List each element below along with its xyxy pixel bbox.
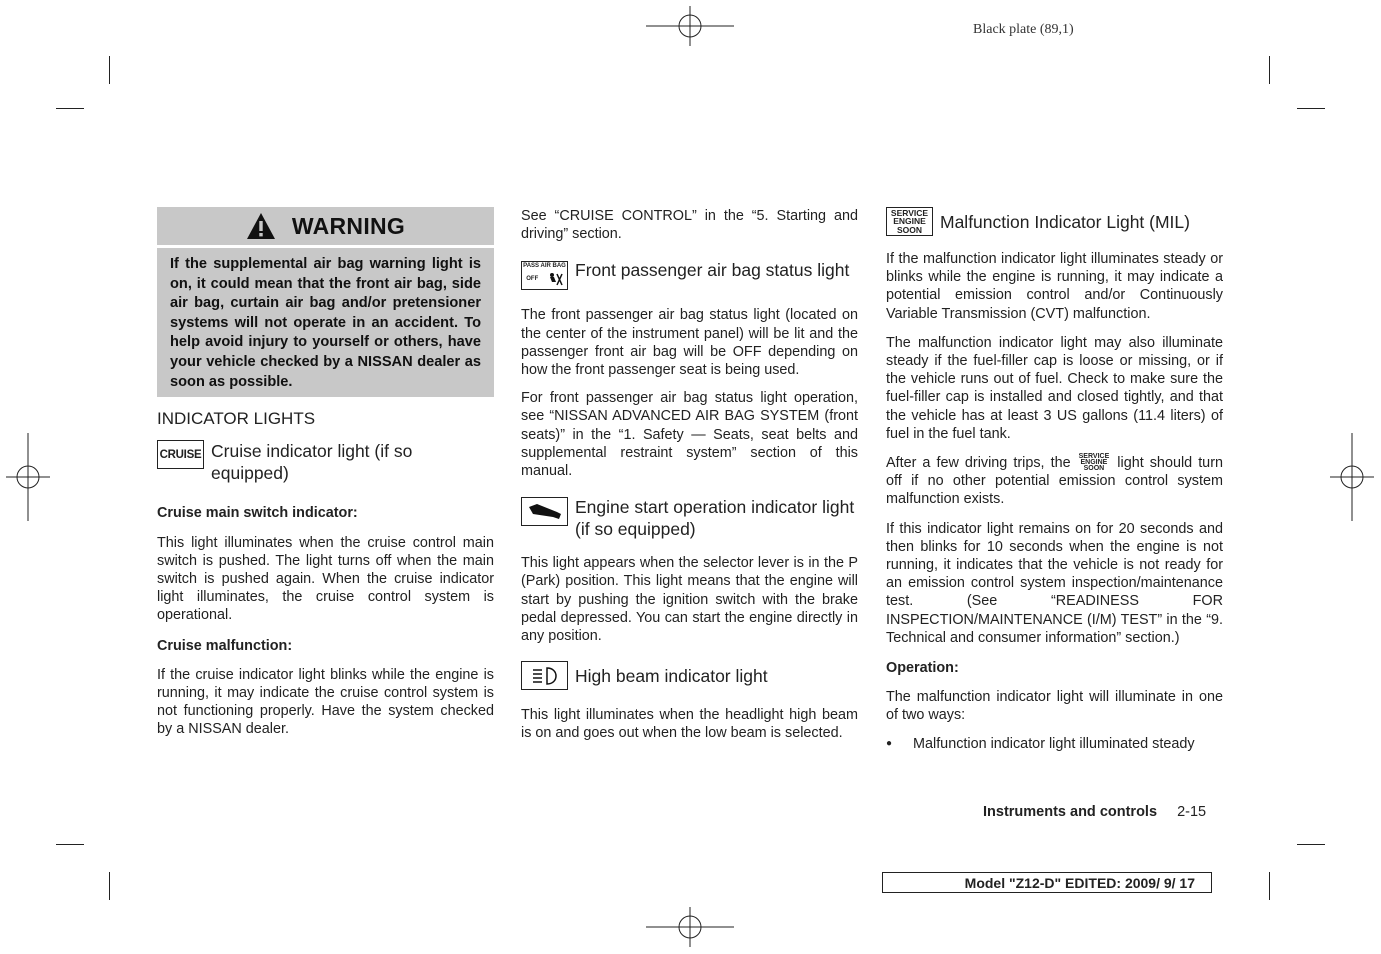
section-title: INDICATOR LIGHTS (157, 409, 316, 429)
bullet-marker: ● (886, 737, 893, 749)
page-number: 2-15 (1177, 804, 1207, 820)
cruise-reference: See “CRUISE CONTROL” in the “5. Starting and driving” section. (521, 208, 858, 243)
bullet-item (886, 735, 1223, 753)
main-switch-text: This light illuminates when the cruise control main switch is pushed. The light turns off when the main switch is pushed again. When the cruise indicator light illuminates, the cruise control system is operational. (157, 534, 494, 624)
registration-mark-bottom (646, 907, 736, 947)
mil-text-3: After a few driving trips, the SERVICE ENGINE SOON light should turn off if no other potential emission control system malfunction exists. (886, 453, 1223, 508)
passenger-airbag-text-1: The front passenger air bag status light (located on the center of the instrument panel) will be lit and the passenger front air bag will be OFF depending on how the front passenger seat is being used. (521, 307, 858, 379)
mil-text-4: If this indicator light remains on for 20 seconds and then blinks for 10 seconds when the engine is not running, it indicates that the vehicle is not ready for an emission control system inspection/maintenance test. (See “READINESS FOR INSPECTION/MAINTENANCE (I/M) TEST” in the “9. Technical and consumer information” section.) (886, 520, 1223, 646)
engine-start-icon (521, 497, 568, 526)
warning-triangle-icon (246, 212, 276, 240)
operation-heading: Operation: (886, 660, 959, 677)
passenger-airbag-off-icon: PASS AIR BAG OFF (521, 261, 568, 290)
main-switch-heading: Cruise main switch indicator: (157, 505, 358, 522)
column-right (886, 207, 1223, 753)
warning-title: WARNING (291, 212, 406, 239)
bullet-text: Malfunction indicator light illuminated steady (913, 735, 1195, 752)
high-beam-heading (521, 661, 858, 690)
column-middle (521, 207, 858, 754)
service-engine-soon-inline-icon: SERVICE ENGINE SOON (1078, 453, 1110, 473)
plate-label: Black plate (89,1) (973, 22, 1074, 37)
high-beam-icon (521, 661, 568, 690)
model-edited-box: Model "Z12-D" EDITED: 2009/ 9/ 17 (882, 872, 1212, 893)
warning-header (157, 207, 494, 245)
cruise-title: Cruise indicator light (if so equipped) (211, 441, 413, 484)
cruise-indicator-heading (157, 440, 494, 484)
page-footer (983, 804, 1206, 820)
passenger-airbag-heading (521, 259, 858, 290)
column-left (157, 207, 494, 750)
engine-start-heading (521, 496, 858, 540)
airbag-person-icon (547, 272, 563, 286)
malfunction-text: If the cruise indicator light blinks while the engine is running, it may indicate the cruise control system is not functioning properly. Have the system checked by a NISSAN dealer. (157, 666, 494, 738)
footer-section: Instruments and controls (983, 804, 1158, 820)
mil-title: Malfunction Indicator Light (MIL) (940, 211, 1190, 232)
mil-text-1: If the malfunction indicator light illuminates steady or blinks while the engine is running, it may indicate a potential emission control and/or Continuously Variable Transmission (CVT) malfunction. (886, 251, 1223, 322)
high-beam-text: This light illuminates when the headlight high beam is on and goes out when the low beam is selected. (521, 707, 858, 742)
mil-heading (886, 207, 1223, 236)
service-engine-soon-icon: SERVICE ENGINE SOON (886, 207, 933, 236)
passenger-airbag-text-2: For front passenger air bag status light operation, see “NISSAN ADVANCED AIR BAG SYSTEM (front seats)” in the “1. Safety — Seats, seat belts and supplemental restraint system” section of this manual. (521, 390, 858, 480)
high-beam-title: High beam indicator light (575, 665, 768, 686)
mil-text-2: The malfunction indicator light may also illuminate steady if the fuel-filler cap is loose or missing, or if the vehicle runs out of fuel. Check to make sure the fuel-filler cap is installed and closed tightly, and that the vehicle has at least 3 US gallons (11.4 liters) of fuel in the fuel tank. (886, 334, 1223, 442)
warning-body: If the supplemental air bag warning light is on, it could mean that the front air bag, side air bag, curtain air bag and/or pretensioner systems will not operate in an accident. To help avoid injury to yourself or others, have your vehicle checked by a NISSAN dealer as soon as possible. (157, 248, 494, 397)
registration-mark-left (6, 433, 50, 523)
engine-start-title: Engine start operation indicator light (if so equipped) (575, 497, 855, 540)
passenger-airbag-title: Front passenger air bag status light (575, 260, 850, 281)
cruise-icon: CRUISE (157, 440, 204, 469)
registration-mark-top (646, 6, 736, 46)
malfunction-heading: Cruise malfunction: (157, 637, 293, 654)
registration-mark-right (1330, 433, 1374, 523)
operation-text: The malfunction indicator light will illuminate in one of two ways: (886, 689, 1223, 724)
engine-start-text: This light appears when the selector lever is in the P (Park) position. This light means that the engine will start by pushing the ignition switch with the brake pedal depressed. You can start the engine directly in any position. (521, 555, 858, 645)
